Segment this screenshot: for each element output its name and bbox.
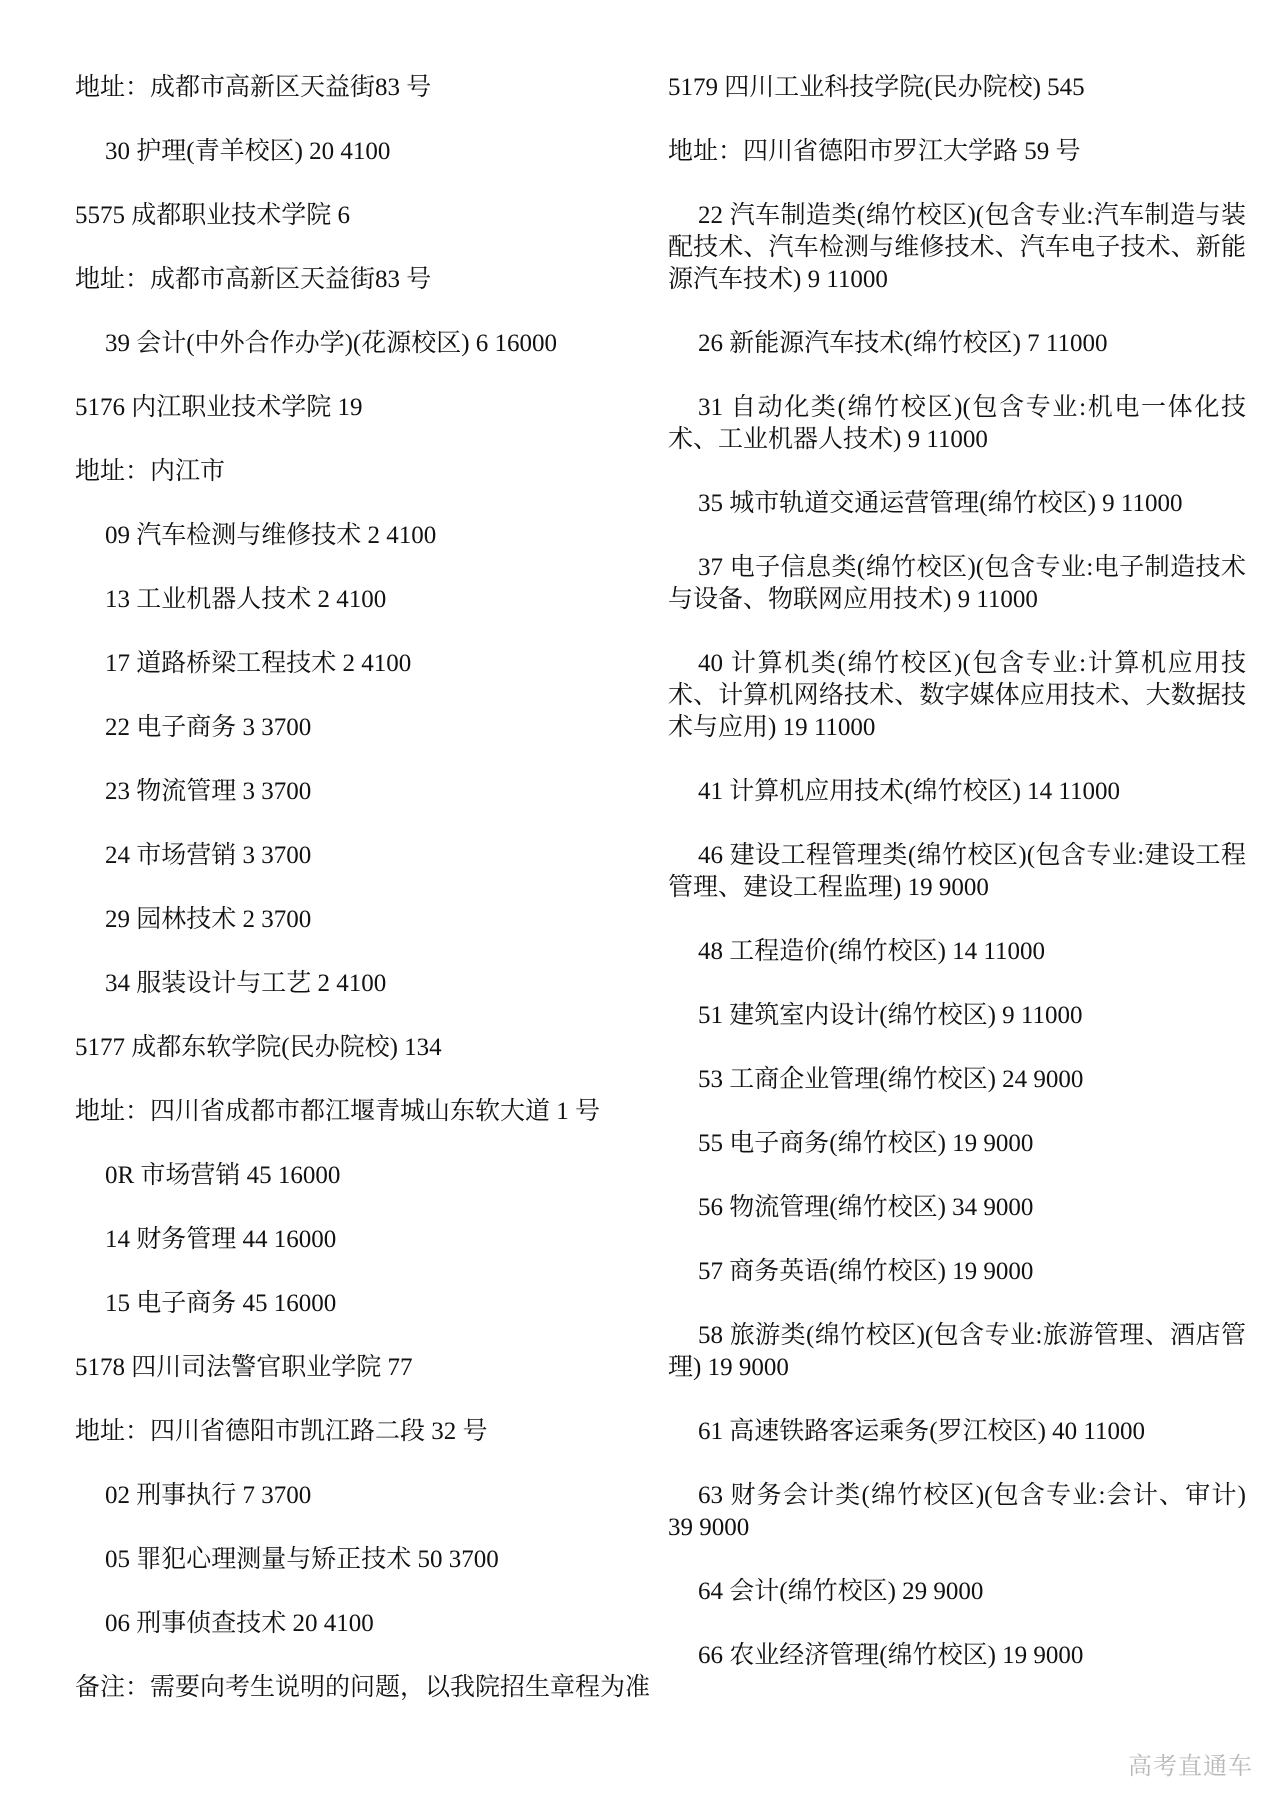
address-row: 地址：四川省成都市都江堰青城山东软大道 1 号 bbox=[75, 1098, 601, 1125]
major-row: 41 计算机应用技术(绵竹校区) 14 11000 bbox=[698, 778, 1120, 805]
major-row: 02 刑事执行 7 3700 bbox=[105, 1482, 312, 1509]
major-row: 17 道路桥梁工程技术 2 4100 bbox=[105, 650, 412, 677]
address-row: 地址：四川省德阳市罗江大学路 59 号 bbox=[668, 138, 1081, 165]
address-row: 地址：成都市高新区天益街83 号 bbox=[75, 266, 432, 293]
address-row: 地址：内江市 bbox=[75, 458, 226, 485]
major-row: 05 罪犯心理测量与矫正技术 50 3700 bbox=[105, 1546, 499, 1573]
major-row: 66 农业经济管理(绵竹校区) 19 9000 bbox=[698, 1642, 1084, 1669]
major-row: 51 建筑室内设计(绵竹校区) 9 11000 bbox=[698, 1002, 1083, 1029]
major-row: 22 汽车制造类(绵竹校区)(包含专业:汽车制造与装配技术、汽车检测与维修技术、汽车电子技术、新能源汽车技术) 9 11000 bbox=[668, 202, 1246, 293]
major-row: 13 工业机器人技术 2 4100 bbox=[105, 586, 387, 613]
major-row: 22 电子商务 3 3700 bbox=[105, 714, 312, 741]
right-column bbox=[668, 72, 1246, 1704]
major-row: 31 自动化类(绵竹校区)(包含专业:机电一体化技术、工业机器人技术) 9 11000 bbox=[668, 394, 1246, 453]
school-row: 5179 四川工业科技学院(民办院校) 545 bbox=[668, 74, 1085, 101]
major-row: 63 财务会计类(绵竹校区)(包含专业:会计、审计) 39 9000 bbox=[668, 1482, 1246, 1541]
major-row: 14 财务管理 44 16000 bbox=[105, 1226, 337, 1253]
address-row: 地址：四川省德阳市凯江路二段 32 号 bbox=[75, 1418, 488, 1445]
school-row: 5178 四川司法警官职业学院 77 bbox=[75, 1354, 413, 1381]
left-column bbox=[75, 72, 651, 1736]
major-row: 53 工商企业管理(绵竹校区) 24 9000 bbox=[698, 1066, 1084, 1093]
school-row: 5176 内江职业技术学院 19 bbox=[75, 394, 363, 421]
major-row: 35 城市轨道交通运营管理(绵竹校区) 9 11000 bbox=[698, 490, 1183, 517]
major-row: 39 会计(中外合作办学)(花源校区) 6 16000 bbox=[105, 330, 558, 357]
major-row: 55 电子商务(绵竹校区) 19 9000 bbox=[698, 1130, 1034, 1157]
address-row: 地址：成都市高新区天益街83 号 bbox=[75, 74, 432, 101]
major-row: 46 建设工程管理类(绵竹校区)(包含专业:建设工程管理、建设工程监理) 19 9000 bbox=[668, 842, 1246, 901]
major-row: 15 电子商务 45 16000 bbox=[105, 1290, 337, 1317]
major-row: 61 高速铁路客运乘务(罗江校区) 40 11000 bbox=[698, 1418, 1145, 1445]
major-row: 64 会计(绵竹校区) 29 9000 bbox=[698, 1578, 984, 1605]
major-row: 34 服装设计与工艺 2 4100 bbox=[105, 970, 387, 997]
major-row: 06 刑事侦查技术 20 4100 bbox=[105, 1610, 374, 1637]
major-row: 48 工程造价(绵竹校区) 14 11000 bbox=[698, 938, 1045, 965]
note-row: 备注：需要向考生说明的问题，以我院招生章程为准 bbox=[75, 1674, 651, 1701]
school-row: 5575 成都职业技术学院 6 bbox=[75, 202, 351, 229]
major-row: 29 园林技术 2 3700 bbox=[105, 906, 312, 933]
watermark: 高考直通车 bbox=[1128, 1754, 1253, 1780]
major-row: 0R 市场营销 45 16000 bbox=[105, 1162, 341, 1189]
major-row: 23 物流管理 3 3700 bbox=[105, 778, 312, 805]
major-row: 37 电子信息类(绵竹校区)(包含专业:电子制造技术与设备、物联网应用技术) 9 11000 bbox=[668, 554, 1246, 613]
major-row: 30 护理(青羊校区) 20 4100 bbox=[105, 138, 391, 165]
school-row: 5177 成都东软学院(民办院校) 134 bbox=[75, 1034, 442, 1061]
major-row: 26 新能源汽车技术(绵竹校区) 7 11000 bbox=[698, 330, 1108, 357]
major-row: 56 物流管理(绵竹校区) 34 9000 bbox=[698, 1194, 1034, 1221]
major-row: 24 市场营销 3 3700 bbox=[105, 842, 312, 869]
major-row: 09 汽车检测与维修技术 2 4100 bbox=[105, 522, 437, 549]
major-row: 57 商务英语(绵竹校区) 19 9000 bbox=[698, 1258, 1034, 1285]
major-row: 58 旅游类(绵竹校区)(包含专业:旅游管理、酒店管理) 19 9000 bbox=[668, 1322, 1246, 1381]
major-row: 40 计算机类(绵竹校区)(包含专业:计算机应用技术、计算机网络技术、数字媒体应用技术、大数据技术与应用) 19 11000 bbox=[668, 650, 1246, 741]
